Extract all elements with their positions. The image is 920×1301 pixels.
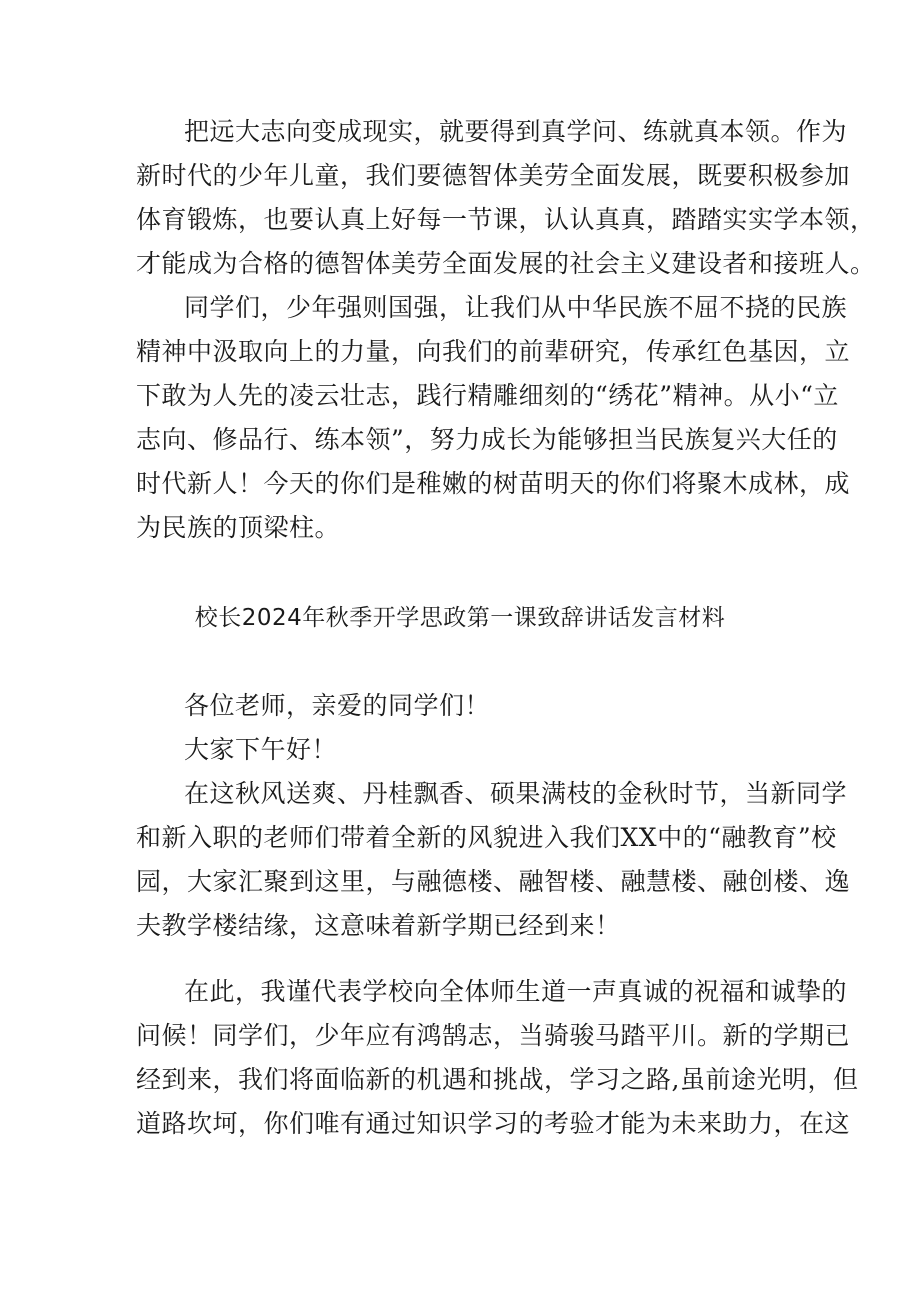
- paragraph-line: 在这秋风送爽、丹桂飘香、硕果满枝的金秋时节，当新同学: [184, 779, 848, 808]
- paragraph-line: 才能成为合格的德智体美劳全面发展的社会主义建设者和接班人。: [136, 249, 876, 278]
- paragraph-line: 问候！同学们，少年应有鸿鹄志，当骑骏马踏平川。新的学期已: [136, 1021, 851, 1050]
- paragraph-line: 精神中汲取向上的力量，向我们的前辈研究，传承红色基因，立: [136, 337, 851, 366]
- paragraph-line: 和新入职的老师们带着全新的风貌进入我们XX中的“融教育”校: [136, 823, 837, 852]
- paragraph-line: 同学们，少年强则国强，让我们从中华民族不屈不挠的民族: [184, 293, 848, 322]
- paragraph-line: 时代新人！今天的你们是稚嫩的树苗明天的你们将聚木成林，成: [136, 469, 851, 498]
- greeting: 大家下午好！: [184, 735, 338, 764]
- section-title: 校长2024年秋季开学思政第一课致辞讲话发言材料: [194, 605, 726, 631]
- paragraph-line: 园，大家汇聚到这里，与融德楼、融智楼、融慧楼、融创楼、逸: [136, 867, 851, 896]
- paragraph-line: 志向、修品行、练本领”，努力成长为能够担当民族复兴大任的: [136, 425, 838, 454]
- salutation: 各位老师，亲爱的同学们！: [184, 691, 491, 720]
- paragraph-line: 道路坎坷，你们唯有通过知识学习的考验才能为未来助力，在这: [136, 1109, 851, 1138]
- paragraph-line: 为民族的顶梁柱。: [136, 513, 341, 542]
- paragraph-line: 经到来，我们将面临新的机遇和挑战，学习之路,虽前途光明，但: [136, 1065, 859, 1094]
- paragraph-line: 体育锻炼，也要认真上好每一节课，认认真真，踏踏实实学本领，: [136, 205, 876, 234]
- paragraph-line: 夫教学楼结缘，这意味着新学期已经到来！: [136, 911, 621, 940]
- paragraph-line: 在此，我谨代表学校向全体师生道一声真诚的祝福和诚挚的: [184, 977, 848, 1006]
- paragraph-line: 新时代的少年儿童，我们要德智体美劳全面发展，既要积极参加: [136, 161, 851, 190]
- paragraph-line: 把远大志向变成现实，就要得到真学问、练就真本领。作为: [184, 117, 848, 146]
- paragraph-line: 下敢为人先的凌云壮志，践行精雕细刻的“绣花”精神。从小“立: [136, 381, 839, 410]
